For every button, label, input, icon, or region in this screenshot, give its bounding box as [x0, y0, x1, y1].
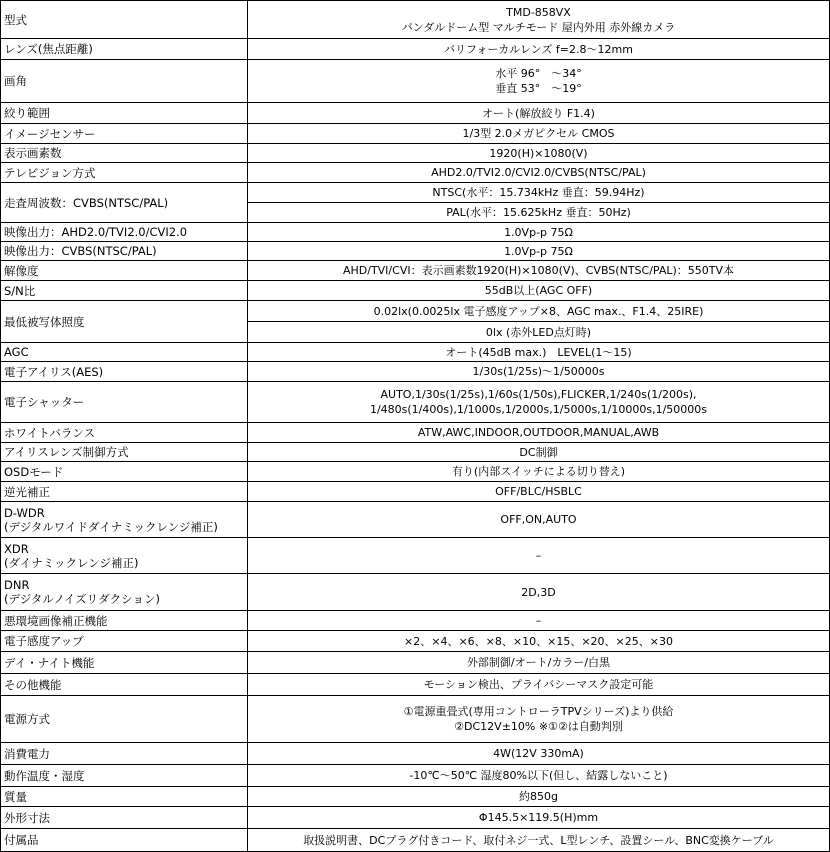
spec-label-line: S/N比 — [4, 283, 36, 298]
spec-value — [248, 281, 830, 301]
spec-label-line: 逆光補正 — [4, 484, 50, 499]
spec-value — [248, 382, 830, 423]
table-row — [1, 807, 830, 829]
table-row — [1, 787, 830, 807]
table-row — [1, 502, 830, 538]
spec-label — [1, 362, 248, 382]
spec-value — [248, 301, 830, 322]
spec-label — [1, 631, 248, 652]
spec-value — [248, 39, 830, 60]
spec-label — [1, 183, 248, 223]
spec-label — [1, 807, 248, 829]
table-row — [1, 343, 830, 362]
spec-value-line: 垂直 53° ～19° — [495, 82, 582, 95]
table-row — [1, 482, 830, 502]
spec-label — [1, 163, 248, 183]
spec-label-line: 電子感度アップ — [4, 634, 84, 648]
table-row — [1, 611, 830, 631]
spec-label — [1, 482, 248, 502]
spec-value — [248, 631, 830, 652]
spec-value — [248, 103, 830, 124]
table-row — [1, 39, 830, 60]
spec-label-line: (デジタルワイドダイナミックレンジ補正) — [4, 519, 218, 534]
spec-label-line: テレビジョン方式 — [4, 165, 96, 180]
spec-value-line: 1920(H)×1080(V) — [489, 146, 588, 160]
spec-label-line: 消費電力 — [4, 746, 50, 761]
spec-label-line: 絞り範囲 — [4, 106, 50, 120]
spec-value-line: 1/30s(1/25s)～1/50000s — [472, 365, 605, 378]
spec-value — [248, 322, 830, 343]
spec-value-line: TMD-858VX — [506, 5, 571, 19]
spec-label — [1, 223, 248, 242]
spec-label-line: 電子シャッター — [4, 395, 85, 409]
spec-label-line: 動作温度・湿度 — [4, 768, 85, 783]
spec-label — [1, 574, 248, 611]
spec-label — [1, 538, 248, 574]
spec-value — [248, 423, 830, 443]
spec-label — [1, 443, 248, 462]
spec-value — [248, 60, 830, 103]
spec-value — [248, 765, 830, 787]
spec-value-line: 55dB以上(AGC OFF) — [484, 284, 593, 297]
table-row — [1, 443, 830, 462]
spec-label — [1, 124, 248, 144]
spec-label-line: 映像出力：CVBS(NTSC/PAL) — [4, 244, 157, 258]
table-row — [1, 163, 830, 183]
spec-label — [1, 301, 248, 343]
spec-label-line: イメージセンサー — [4, 126, 96, 141]
spec-label — [1, 765, 248, 787]
spec-label-line: (デジタルノイズリダクション) — [4, 592, 160, 606]
spec-value — [248, 183, 830, 203]
spec-value — [248, 462, 830, 482]
spec-label-line: 表示画素数 — [4, 146, 62, 160]
spec-label-line: 最低被写体照度 — [4, 314, 85, 329]
spec-label — [1, 103, 248, 124]
spec-label — [1, 39, 248, 60]
spec-value — [248, 124, 830, 144]
table-row — [1, 144, 830, 163]
spec-label-line: 外形寸法 — [4, 810, 50, 825]
spec-label-line: 解像度 — [4, 263, 39, 278]
spec-value-line: 1.0Vp-p 75Ω — [504, 244, 573, 258]
spec-label — [1, 696, 248, 743]
spec-label — [1, 674, 248, 696]
spec-label — [1, 343, 248, 362]
spec-value — [248, 538, 830, 574]
table-row — [1, 538, 830, 574]
spec-value — [248, 1, 830, 39]
table-row — [1, 631, 830, 652]
spec-label — [1, 382, 248, 423]
spec-value — [248, 223, 830, 242]
spec-value — [248, 787, 830, 807]
spec-value — [248, 743, 830, 765]
spec-value-line: オート(45dB max.) LEVEL(1～15) — [445, 345, 632, 359]
spec-value — [248, 242, 830, 261]
spec-label-line: (ダイナミックレンジ補正) — [4, 555, 139, 570]
spec-value-line: 水平 96° ～34° — [495, 67, 582, 80]
spec-value-line: AHD/TVI/CVI：表示画素数1920(H)×1080(V)、CVBS(NTSC/PAL)：550TV本 — [342, 264, 735, 277]
spec-value — [248, 611, 830, 631]
spec-value-line: DC制御 — [519, 445, 558, 459]
spec-value-line: オート(解放絞り F1.4) — [482, 106, 595, 120]
table-row — [1, 743, 830, 765]
spec-label-line: DNR — [4, 578, 30, 592]
spec-value-line: OFF/BLC/HSBLC — [495, 485, 582, 498]
table-row — [1, 462, 830, 482]
spec-value — [248, 261, 830, 281]
spec-value-line: 外部制御/オート/カラー/白黒 — [466, 656, 611, 669]
spec-value-line: -10℃～50℃ 湿度80%以下(但し、結露しないこと) — [409, 769, 668, 782]
table-row — [1, 281, 830, 301]
spec-label — [1, 787, 248, 807]
spec-label-line: アイリスレンズ制御方式 — [4, 445, 129, 459]
spec-value-line: 取扱説明書、DCプラグ付きコード、取付ネジ一式、L型レンチ、設置シール、BNC変換ケーブル — [303, 833, 774, 847]
spec-value-line: 1/480s(1/400s),1/1000s,1/2000s,1/5000s,1/10000s,1/50000s — [369, 403, 708, 416]
spec-value-line: OFF,ON,AUTO — [500, 513, 577, 526]
table-row — [1, 261, 830, 281]
spec-label — [1, 261, 248, 281]
spec-value — [248, 829, 830, 852]
spec-label — [1, 242, 248, 261]
table-row — [1, 242, 830, 261]
spec-value-line: – — [535, 614, 542, 627]
table-row — [1, 362, 830, 382]
spec-value — [248, 362, 830, 382]
spec-label — [1, 1, 248, 39]
table-row — [1, 301, 830, 322]
table-row — [1, 829, 830, 852]
spec-label-line: 電子アイリス(AES) — [4, 364, 104, 379]
spec-value-line: モーション検出、プライバシーマスク設定可能 — [423, 678, 654, 691]
spec-value — [248, 696, 830, 743]
table-row — [1, 382, 830, 423]
spec-value-line: ATW,AWC,INDOOR,OUTDOOR,MANUAL,AWB — [417, 426, 660, 439]
spec-value-line: バンダルドーム型 マルチモード 屋内外用 赤外線カメラ — [401, 20, 676, 34]
spec-label-line: 走査周波数：CVBS(NTSC/PAL) — [4, 195, 169, 210]
spec-label-line: AGC — [4, 345, 29, 359]
spec-value-line: – — [535, 549, 542, 562]
spec-value-line: 1/3型 2.0メガピクセル CMOS — [462, 127, 615, 140]
spec-value — [248, 443, 830, 462]
spec-label-line: 質量 — [4, 789, 27, 804]
spec-value — [248, 574, 830, 611]
spec-value-line: NTSC(水平：15.734kHz 垂直：59.94Hz) — [432, 186, 645, 199]
spec-label-line: ホワイトバランス — [4, 425, 96, 440]
spec-label — [1, 462, 248, 482]
spec-value-line: 有り(内部スイッチによる切り替え) — [451, 465, 626, 478]
spec-value-line: 4W(12V 330mA) — [493, 747, 584, 760]
spec-label — [1, 144, 248, 163]
table-row — [1, 124, 830, 144]
spec-label-line: 電源方式 — [4, 712, 50, 726]
spec-label — [1, 611, 248, 631]
spec-value — [248, 144, 830, 163]
spec-label — [1, 652, 248, 674]
spec-value-line: 0lx (赤外LED点灯時) — [485, 325, 592, 339]
spec-value-line: ×2、×4、×6、×8、×10、×15、×20、×25、×30 — [404, 634, 673, 648]
table-row — [1, 574, 830, 611]
table-row — [1, 60, 830, 103]
table-row — [1, 423, 830, 443]
spec-value — [248, 163, 830, 183]
spec-value-line: バリフォーカルレンズ f=2.8～12mm — [444, 42, 633, 56]
spec-label — [1, 502, 248, 538]
spec-label-line: レンズ(焦点距離) — [4, 42, 93, 56]
spec-value — [248, 343, 830, 362]
spec-label-line: 画角 — [4, 74, 27, 88]
spec-label — [1, 743, 248, 765]
spec-label — [1, 829, 248, 852]
spec-label-line: デイ・ナイト機能 — [4, 655, 95, 670]
spec-label-line: D-WDR — [4, 505, 45, 520]
spec-label-line: その他機能 — [4, 677, 62, 692]
spec-value-line: Φ145.5×119.5(H)mm — [478, 811, 599, 824]
spec-value-line: 約850g — [519, 790, 558, 803]
table-row — [1, 183, 830, 203]
table-row — [1, 223, 830, 242]
spec-table-body — [1, 1, 830, 852]
spec-label — [1, 281, 248, 301]
spec-label-line: 付属品 — [4, 833, 39, 847]
spec-value — [248, 502, 830, 538]
spec-label-line: 型式 — [4, 12, 27, 27]
table-row — [1, 1, 830, 39]
spec-value — [248, 482, 830, 502]
spec-value — [248, 807, 830, 829]
spec-value-line: 0.02lx(0.0025lx 電子感度アップ×8、AGC max.、F1.4、25IRE) — [373, 304, 704, 318]
spec-value — [248, 674, 830, 696]
spec-label — [1, 60, 248, 103]
table-row — [1, 765, 830, 787]
table-row — [1, 652, 830, 674]
spec-label-line: 映像出力：AHD2.0/TVI2.0/CVI2.0 — [4, 225, 188, 239]
spec-label — [1, 423, 248, 443]
spec-value — [248, 203, 830, 223]
spec-value-line: PAL(水平：15.625kHz 垂直：50Hz) — [446, 206, 631, 219]
spec-value-line: ②DC12V±10% ※①②は自動判別 — [454, 720, 623, 733]
table-row — [1, 696, 830, 743]
spec-label-line: 悪環境画像補正機能 — [4, 613, 108, 628]
spec-value-line: 2D,3D — [521, 585, 556, 599]
spec-value — [248, 652, 830, 674]
table-row — [1, 674, 830, 696]
spec-value-line: ①電源重畳式(専用コントローラTPVシリーズ)より供給 — [403, 705, 674, 718]
table-row — [1, 103, 830, 124]
spec-value-line: 1.0Vp-p 75Ω — [504, 225, 573, 239]
spec-label-line: XDR — [4, 541, 29, 556]
spec-value-line: AUTO,1/30s(1/25s),1/60s(1/50s),FLICKER,1/240s(1/200s), — [380, 388, 697, 401]
spec-value-line: AHD2.0/TVI2.0/CVI2.0/CVBS(NTSC/PAL) — [431, 166, 646, 179]
spec-label-line: OSDモード — [4, 464, 64, 479]
